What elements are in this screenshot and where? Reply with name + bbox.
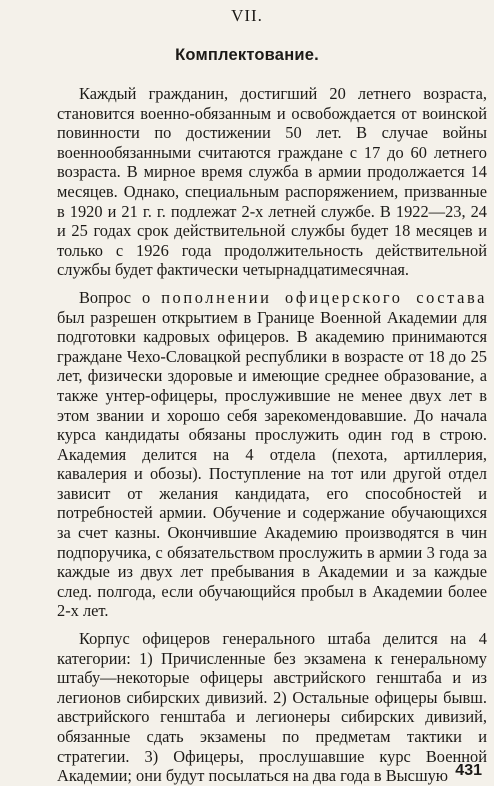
page-number: 431 bbox=[455, 762, 482, 779]
paragraph-lead: Вопрос о bbox=[79, 287, 162, 307]
section-title: Комплектование. bbox=[175, 46, 319, 64]
body-text bbox=[57, 84, 487, 786]
spaced-emphasis: пополнении офицерского состава bbox=[161, 287, 487, 307]
chapter-number: VII. bbox=[231, 6, 263, 25]
paragraph-continuation: был разрешен открытием в Границе Военной Академии для подготовки кадровых офицеров. В академию принимаются граждане Чехо-Словацкой республики в возрасте от 18 до 25 лет, физически здоровые и имеющие среднее образование, а также унтер-офицеры, прослужившие не менее двух лет в этом звании и хорошо себя зарекомендовавшие. До начала курса кандидаты обязаны прослужить один год в строю. Академия делится на 4 отдела (пехота, артиллерия, кавалерия и обозы). Поступление на тот или другой отдел зависит от желания кандидата, его способностей и потребностей армии. Обучение и содержание обучающихся за счет казны. Окончившие Академию производятся в чин подпоручика, с обязательством прослужить в армии 3 года за каждые из двух лет пребывания в Академии и за каждые след. полгода, если обучающийся пробыл в Академии более 2-х лет. bbox=[57, 307, 487, 621]
paragraph-general-staff: Корпус офицеров генерального штаба делится на 4 категории: 1) Причисленные без экзамена к генеральному штабу—некоторые офицеры австрийского генштаба и из легионов сибирских дивизий. 2) Остальные офицеры бывш. австрийского генштаба и легионеры сибирских дивизий, обязанные сдать экзамены по предметам тактики и стратегии. 3) Офицеры, прослушавшие курс Военной Академии; они будут посылаться на два года в Высшую bbox=[57, 629, 487, 786]
paragraph-conscription: Каждый гражданин, достигший 20 летнего возраста, становится военно-обязанным и освобождается от воинской повинности по достижении 50 лет. В случае войны военнообязанными считаются граждане с 17 до 60 летнего возраста. В мирное время служба в армии продолжается 14 месяцев. Однако, специальным распоряжением, призванные в 1920 и 21 г. г. подлежат 2-х летней службе. В 1922—23, 24 и 25 годах срок действительной службы будет 18 месяцев и только с 1926 года продолжительность действительной службы будет фактически четырнадцатимесячная. bbox=[57, 84, 487, 280]
paragraph-officer-recruitment bbox=[57, 288, 487, 621]
